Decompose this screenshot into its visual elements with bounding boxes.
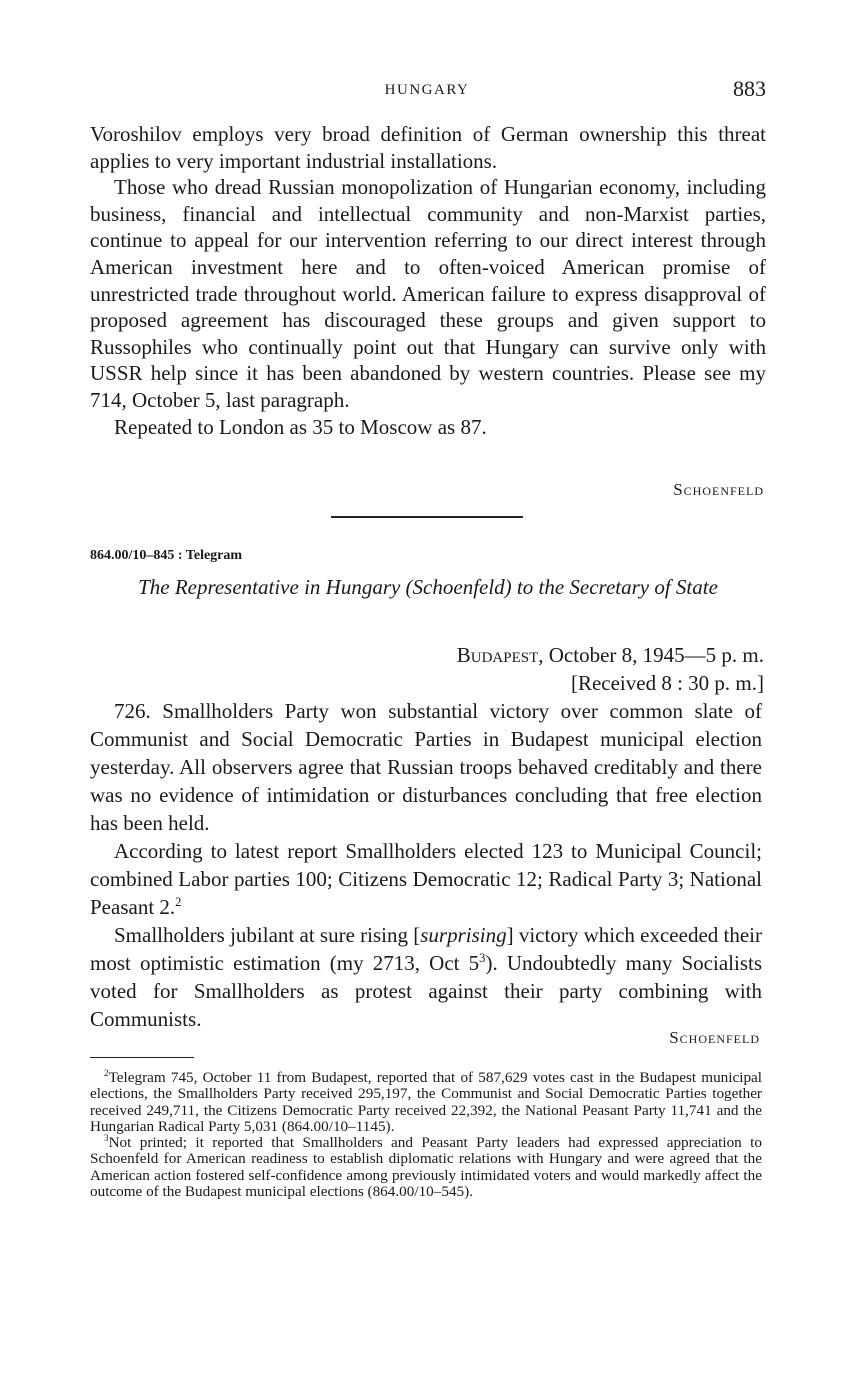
paragraph: Voroshilov employs very broad definition of German ownership this threat applies to very important industrial installations. [90,122,766,173]
footnote-text: Telegram 745, October 11 from Budapest, reported that of 587,629 votes cast in the Budapest municipal elections, the Smallholders Party received 295,197, the Communist and Social Democratic Parties together received 249,711, the Citizens Democratic Party received 22,392, the National Peasant Party 11,741 and the Hungarian Radical Party 5,031 (864.00/10–1145). [90,1069,762,1135]
footnote-text: Not printed; it reported that Smallholders and Peasant Party leaders had expressed appreciation to Schoenfeld for American readiness to establish diplomatic relations with Hungary and were agreed that the American action fostered self-confidence among previously intimidated voters and would markedly affect the outcome of the Budapest municipal elections (864.00/10–545). [90,1134,762,1201]
footnote-divider [90,1057,194,1058]
footnote-mark: 2 [104,1067,109,1078]
signature: Schoenfeld [673,480,764,499]
paragraph-text: ] victory which exceeded their most optimistic estimation (my 2713, Oct 5 [90,923,762,975]
received-time: [Received 8 : 30 p. m.] [570,671,764,695]
first-document-body [90,121,766,440]
document-title: The Representative in Hungary (Schoenfeld) to the Secretary of State [138,575,718,599]
paragraph: Those who dread Russian monopolization of Hungarian economy, including business, financial and intellectual community and non-Marxist parties, continue to appeal for our intervention referring to our direct interest through American investment here and to often-voiced American promise of unrestricted trade throughout world. American failure to express disapproval of proposed agreement has discouraged these groups and given support to Russophiles who continually point out that Hungary can survive only with USSR help since it has been abandoned by western countries. Please see my 714, October 5, last paragraph. [90,175,766,412]
paragraph [90,921,762,1033]
emphasis: surprising [420,923,507,947]
second-document-body [90,697,762,1033]
paragraph-text: Smallholders jubilant at sure rising [ [114,923,421,947]
section-divider [331,516,523,518]
footnote-mark: 3 [104,1133,109,1144]
paragraph: Repeated to London as 35 to Moscow as 87. [114,414,487,439]
file-reference: 864.00/10–845 : Telegram [90,548,243,563]
dateline [457,641,764,697]
footnotes [90,1067,762,1201]
paragraph [90,837,762,921]
dateline-place: Budapest [456,643,539,667]
running-head: HUNGARY [384,82,470,98]
paragraph: 726. Smallholders Party won substantial victory over common slate of Communist and Social Democratic Parties in Budapest municipal election yesterday. All observers agree that Russian troops behaved creditably and there was no evidence of intimidation or disturbances concluding that free election has been held. [90,699,762,835]
page-number: 883 [733,76,766,101]
page-header [88,78,766,108]
paragraph-text: According to latest report Smallholders elected 123 to Municipal Council; combined Labor parties 100; Citizens Democratic 12; Radical Party 3; National Peasant 2. [90,839,762,919]
dateline-date: , October 8, 1945—5 p. m. [538,643,764,667]
footnote-reference: 2 [175,895,182,909]
footnote [90,1067,762,1135]
footnote [90,1135,762,1200]
footnote-reference: 3 [479,951,486,965]
paragraph-text: ). Undoubtedly many Socialists voted for Smallholders as protest against their party combining with Communists. [90,951,762,1031]
signature: Schoenfeld [669,1028,760,1047]
